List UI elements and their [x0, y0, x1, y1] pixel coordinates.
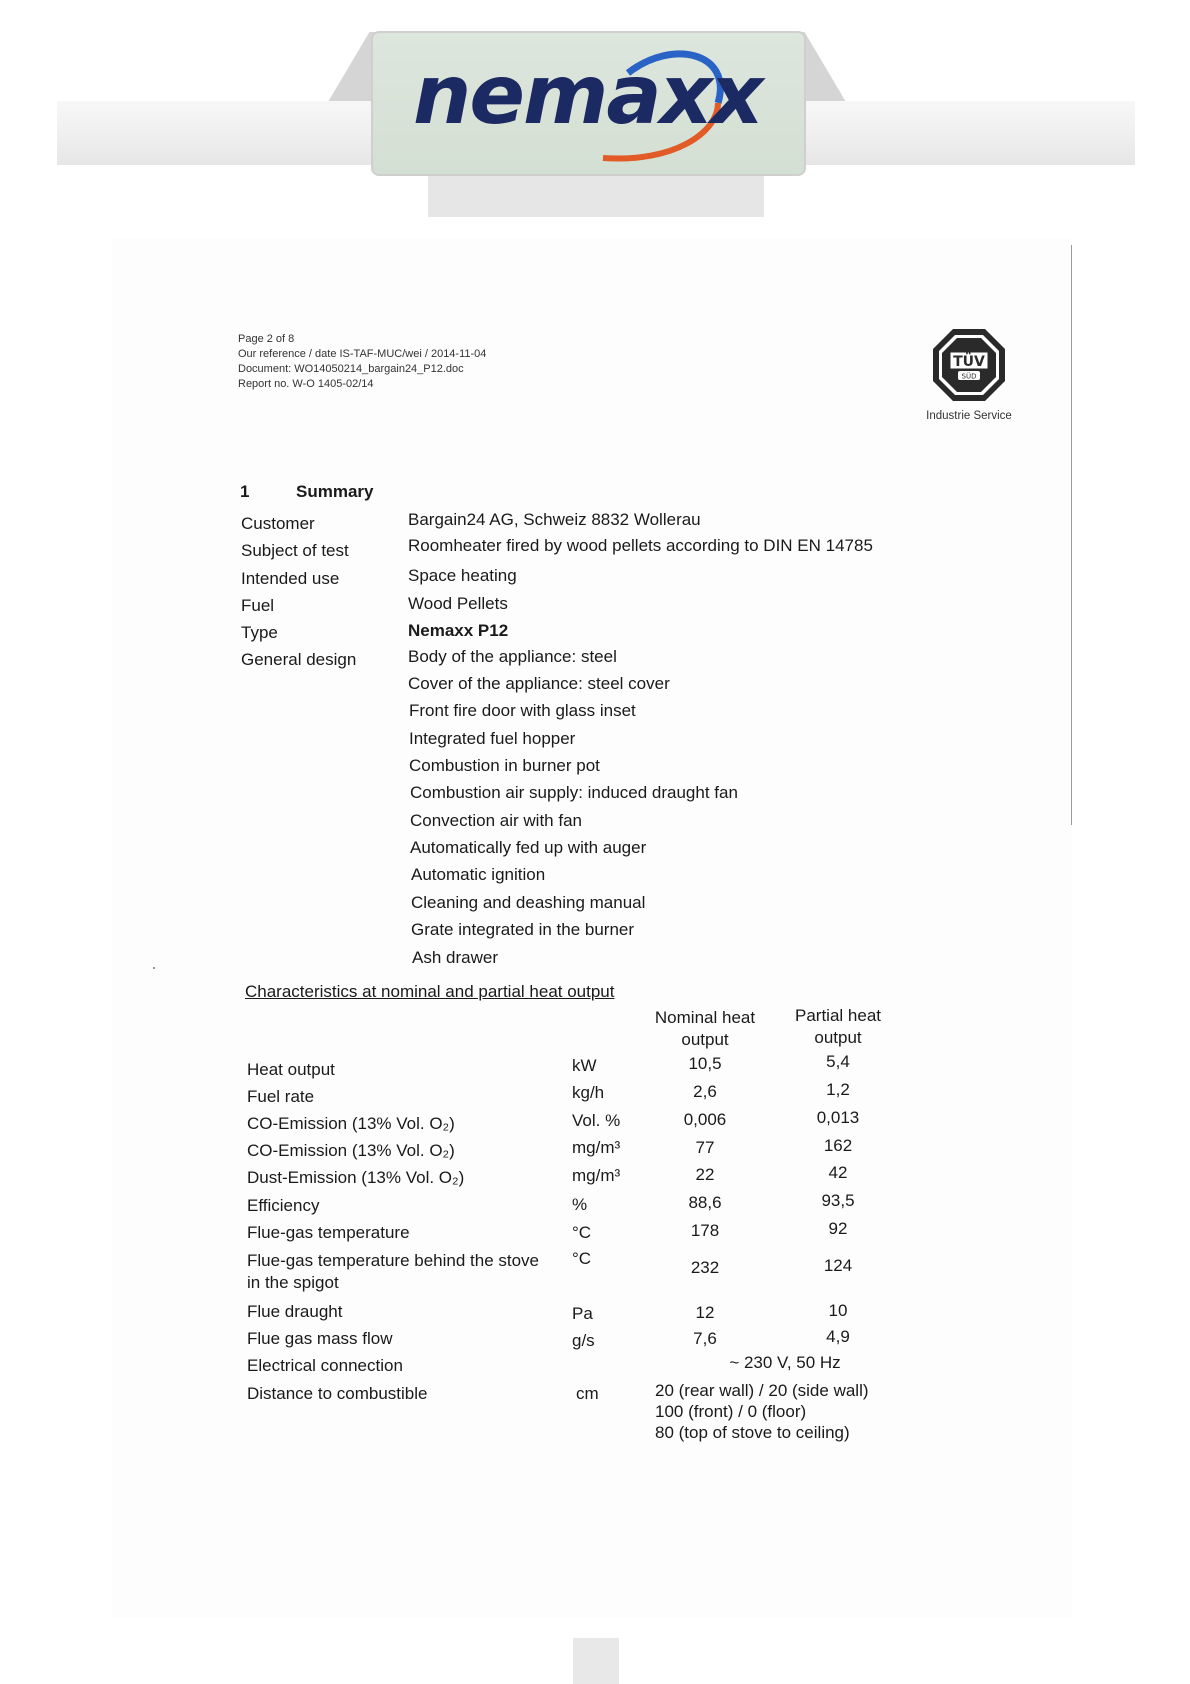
speck — [153, 967, 155, 969]
row-nominal: 88,6 — [688, 1193, 722, 1212]
row-label: Dust-Emission (13% Vol. O₂) — [247, 1168, 465, 1187]
list-item: Grate integrated in the burner — [411, 920, 635, 939]
page-edge-line — [1071, 245, 1072, 825]
row-nominal: 7,6 — [693, 1329, 717, 1348]
list-item: Combustion air supply: induced draught fan — [410, 783, 738, 802]
meta-document: Document: WO14050214_bargain24_P12.doc — [238, 363, 464, 375]
tuv-caption: Industrie Service — [926, 410, 1012, 422]
row-unit: °C — [572, 1223, 592, 1242]
row-label: Flue draught — [247, 1302, 343, 1321]
summary-label: General design — [241, 650, 357, 669]
summary-label: Intended use — [241, 569, 340, 588]
row-label-line: in the spigot — [247, 1273, 339, 1292]
row-label: Distance to combustible — [247, 1384, 428, 1403]
logo-wordmark: nemaxx — [413, 48, 762, 143]
column-header-partial — [783, 1005, 893, 1049]
row-partial: 162 — [823, 1136, 853, 1155]
meta-page: Page 2 of 8 — [238, 333, 295, 345]
row-label: CO-Emission (13% Vol. O₂) — [247, 1141, 455, 1160]
section-heading — [240, 482, 373, 502]
characteristics-title: Characteristics at nominal and partial heat output — [245, 982, 615, 1001]
row-label: Flue gas mass flow — [247, 1329, 393, 1348]
list-item: Ash drawer — [412, 948, 498, 967]
row-unit: Pa — [572, 1304, 593, 1323]
list-item: Front fire door with glass inset — [409, 701, 636, 720]
row-partial: 124 — [823, 1256, 853, 1275]
row-label: CO-Emission (13% Vol. O₂) — [247, 1114, 455, 1133]
row-value: ~ 230 V, 50 Hz — [729, 1353, 841, 1372]
row-nominal: 10,5 — [688, 1054, 722, 1073]
row-unit: g/s — [572, 1331, 595, 1350]
row-partial: 1,2 — [826, 1080, 850, 1099]
row-unit: mg/m³ — [572, 1166, 621, 1185]
column-header-line: output — [814, 1028, 862, 1047]
row-unit: °C — [572, 1249, 592, 1268]
summary-label: Type — [241, 623, 278, 642]
section-number: 1 — [240, 482, 250, 501]
list-item: Combustion in burner pot — [409, 756, 600, 775]
nemaxx-logo — [371, 31, 806, 176]
row-nominal: 12 — [695, 1303, 715, 1322]
row-partial: 93,5 — [821, 1191, 855, 1210]
distance-line: 20 (rear wall) / 20 (side wall) — [655, 1381, 869, 1400]
tuv-octagon-icon — [931, 327, 1007, 403]
tuv-logo-sub: SÜD — [961, 372, 977, 381]
list-item: Integrated fuel hopper — [409, 729, 576, 748]
row-unit: % — [572, 1195, 588, 1214]
summary-value: Wood Pellets — [408, 594, 508, 613]
row-partial: 10 — [828, 1301, 848, 1320]
summary-label: Fuel — [241, 596, 275, 615]
summary-value: Roomheater fired by wood pellets according to DIN EN 14785 — [408, 536, 873, 555]
row-value — [655, 1380, 869, 1443]
row-nominal: 2,6 — [693, 1082, 717, 1101]
row-unit: mg/m³ — [572, 1138, 621, 1157]
summary-value: Space heating — [408, 566, 517, 585]
list-item: Automatic ignition — [411, 865, 546, 884]
row-nominal: 22 — [695, 1165, 715, 1184]
column-header-nominal — [650, 1007, 760, 1051]
summary-label: Subject of test — [241, 541, 349, 560]
row-label: Flue-gas temperature — [247, 1223, 410, 1242]
list-item: Automatically fed up with auger — [410, 838, 647, 857]
tuv-sud-seal — [926, 327, 1012, 422]
row-label: Fuel rate — [247, 1087, 315, 1106]
list-item: Cleaning and deashing manual — [411, 893, 646, 912]
row-nominal: 178 — [690, 1221, 720, 1240]
column-header-line: Nominal heat — [654, 1008, 756, 1027]
banner-foot — [428, 176, 764, 217]
row-label: Heat output — [247, 1060, 335, 1079]
summary-value: Bargain24 AG, Schweiz 8832 Wollerau — [408, 510, 701, 529]
list-item: Body of the appliance: steel — [408, 647, 617, 666]
row-partial: 5,4 — [826, 1052, 850, 1071]
distance-line: 100 (front) / 0 (floor) — [655, 1402, 807, 1421]
row-unit: kg/h — [572, 1083, 605, 1102]
tuv-logo-text: TÜV — [953, 354, 985, 370]
row-unit: cm — [576, 1384, 599, 1403]
meta-reference: Our reference / date IS-TAF-MUC/wei / 2014-11-04 — [238, 348, 487, 360]
row-label-line: Flue-gas temperature behind the stove — [247, 1251, 540, 1270]
column-header-line: output — [681, 1030, 729, 1049]
row-unit: kW — [572, 1056, 597, 1075]
list-item: Cover of the appliance: steel cover — [408, 674, 670, 693]
row-unit: Vol. % — [572, 1111, 621, 1130]
row-label — [247, 1250, 539, 1294]
row-nominal: 77 — [695, 1138, 715, 1157]
summary-label: Customer — [241, 514, 315, 533]
row-nominal: 0,006 — [683, 1110, 727, 1129]
summary-value: Nemaxx P12 — [408, 621, 509, 640]
row-nominal: 232 — [690, 1258, 720, 1277]
list-item: Convection air with fan — [410, 811, 582, 830]
row-partial: 4,9 — [826, 1327, 850, 1346]
distance-line: 80 (top of stove to ceiling) — [655, 1423, 850, 1442]
meta-report-no: Report no. W-O 1405-02/14 — [238, 378, 374, 390]
report-meta — [238, 332, 486, 392]
row-partial: 92 — [828, 1219, 848, 1238]
page-footer-tab — [573, 1638, 619, 1684]
column-header-line: Partial heat — [795, 1006, 881, 1025]
section-title: Summary — [296, 482, 374, 501]
row-partial: 0,013 — [816, 1108, 860, 1127]
row-label: Electrical connection — [247, 1356, 403, 1375]
row-label: Efficiency — [247, 1196, 320, 1215]
row-partial: 42 — [828, 1163, 848, 1182]
